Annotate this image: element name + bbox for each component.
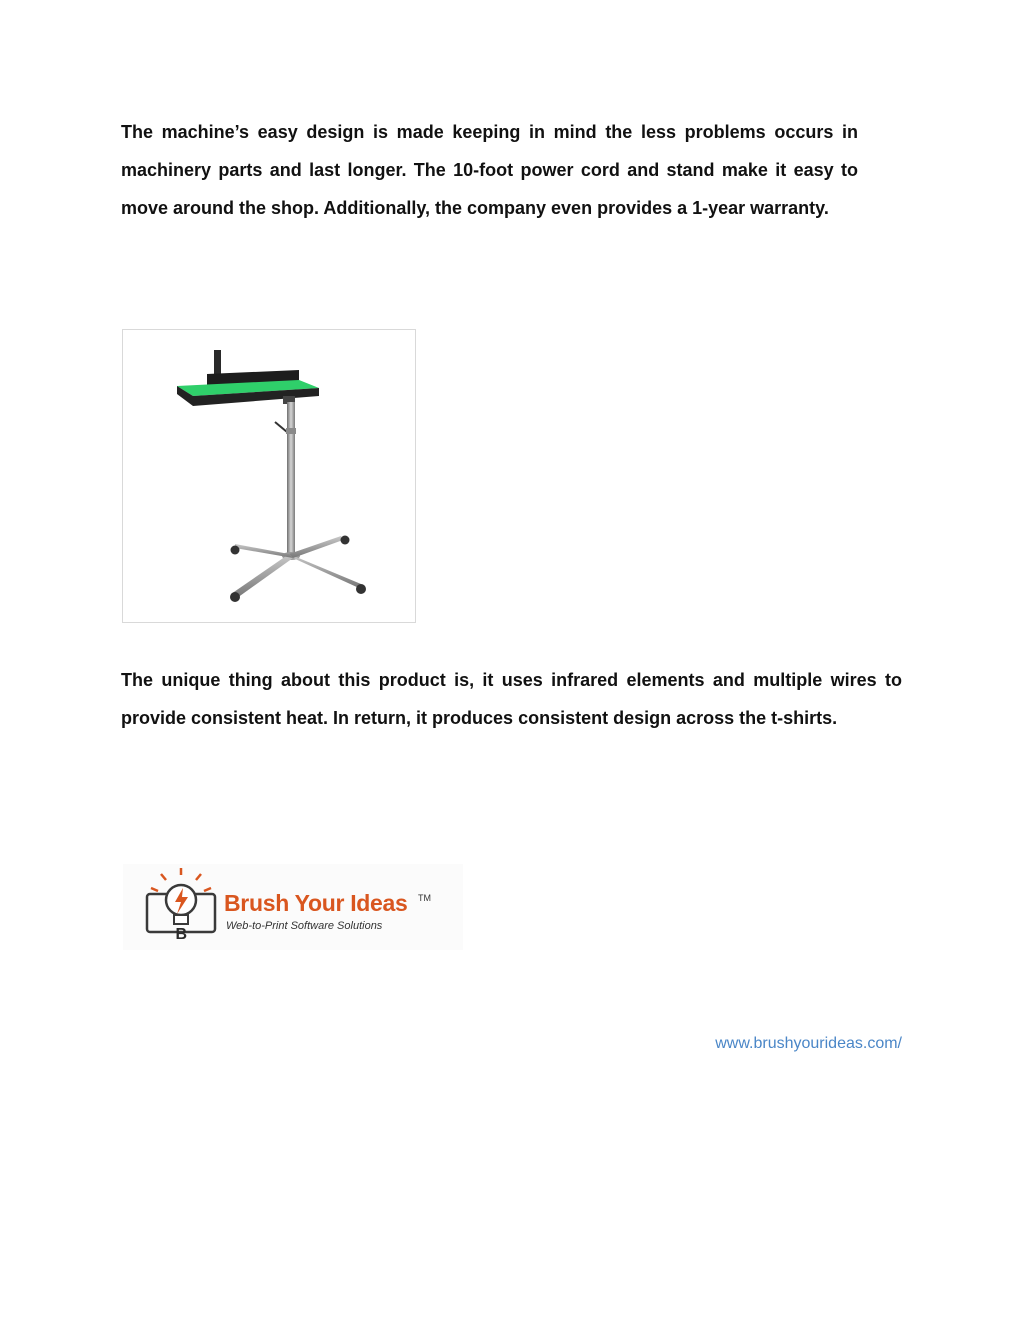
logo-title: Brush Your Ideas — [224, 890, 408, 916]
paragraph-infrared-elements: The unique thing about this product is, it uses infrared elements and multiple wires to provide consistent heat. In return, it produces consistent design across the t-shirts. — [121, 670, 902, 728]
logo-trademark: TM — [418, 893, 431, 903]
website-link[interactable]: www.brushyourideas.com/ — [715, 1035, 902, 1052]
brush-your-ideas-logo — [123, 864, 463, 950]
svg-text:B: B — [175, 926, 188, 943]
paragraph-machine-design: The machine’s easy design is made keeping in mind the less problems occurs in machinery parts and last longer. The 10-foot power cord and stand make it easy to move around the shop. Additionally, the company even provides a 1-year warranty. — [121, 122, 858, 218]
flash-dryer-product-image — [122, 329, 416, 623]
logo-subtitle: Web-to-Print Software Solutions — [226, 920, 383, 932]
lightbulb-monitor-icon — [141, 866, 221, 944]
